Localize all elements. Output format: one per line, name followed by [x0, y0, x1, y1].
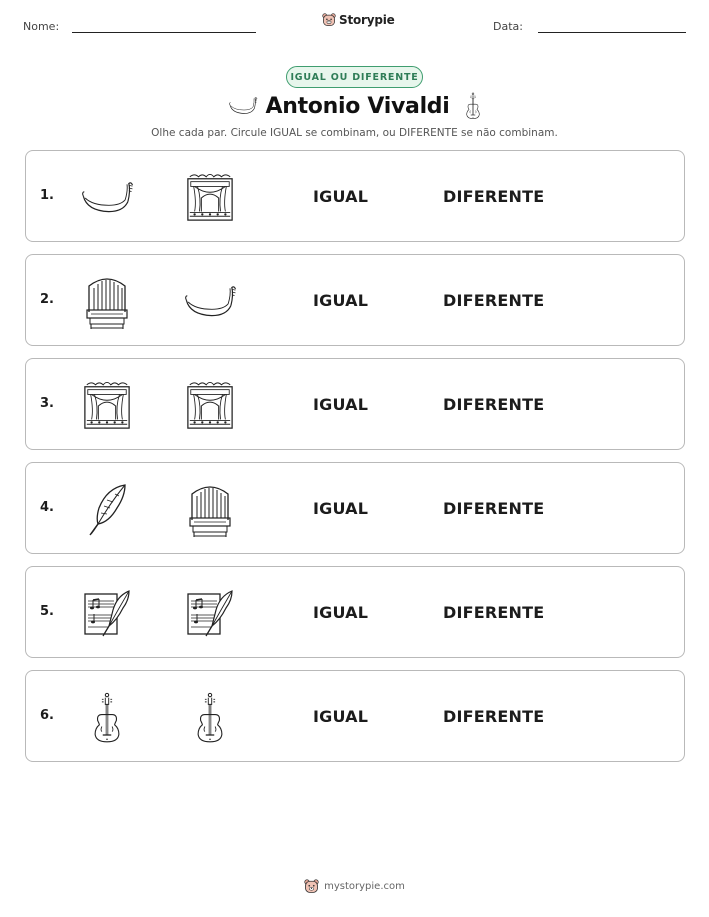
option-diferente[interactable]: DIFERENTE [443, 603, 545, 622]
name-field-line[interactable] [72, 32, 256, 33]
violin-icon [464, 90, 482, 122]
gondola-icon [79, 172, 135, 224]
question-row-2 [25, 254, 685, 346]
question-row-5 [25, 566, 685, 658]
worksheet-badge: IGUAL OU DIFERENTE [286, 66, 423, 88]
question-row-3 [25, 358, 685, 450]
footer-site: mystorypie.com [324, 881, 405, 892]
option-igual[interactable]: IGUAL [313, 603, 369, 622]
date-label: Data: [493, 20, 523, 33]
storypie-bear-icon [304, 879, 319, 894]
option-diferente[interactable]: DIFERENTE [443, 707, 545, 726]
gondola-icon [228, 95, 258, 117]
question-number: 3. [40, 396, 54, 411]
page-title: Antonio Vivaldi [265, 93, 450, 119]
violin-icon [182, 692, 238, 744]
pipe-organ-icon [182, 484, 238, 536]
gondola-icon [182, 276, 238, 328]
theater-icon [182, 380, 238, 432]
theater-icon [79, 380, 135, 432]
theater-icon [182, 172, 238, 224]
brand-name: Storypie [339, 13, 395, 27]
date-field-line[interactable] [538, 32, 686, 33]
option-diferente[interactable]: DIFERENTE [443, 291, 545, 310]
option-igual[interactable]: IGUAL [313, 707, 369, 726]
option-igual[interactable]: IGUAL [313, 395, 369, 414]
question-number: 6. [40, 708, 54, 723]
title-row [0, 90, 709, 122]
brand-logo [322, 13, 395, 27]
question-number: 4. [40, 500, 54, 515]
pipe-organ-icon [79, 276, 135, 328]
footer [0, 879, 709, 894]
option-diferente[interactable]: DIFERENTE [443, 187, 545, 206]
violin-icon [79, 692, 135, 744]
question-row-4 [25, 462, 685, 554]
question-number: 1. [40, 188, 54, 203]
sheet-music-icon [182, 588, 238, 640]
question-row-6 [25, 670, 685, 762]
name-label: Nome: [23, 20, 60, 33]
question-number: 2. [40, 292, 54, 307]
option-diferente[interactable]: DIFERENTE [443, 395, 545, 414]
instructions: Olhe cada par. Circule IGUAL se combinam, ou DIFERENTE se não combinam. [151, 127, 558, 139]
sheet-music-icon [79, 588, 135, 640]
option-igual[interactable]: IGUAL [313, 187, 369, 206]
option-igual[interactable]: IGUAL [313, 291, 369, 310]
question-row-1 [25, 150, 685, 242]
question-number: 5. [40, 604, 54, 619]
quill-icon [79, 484, 135, 536]
storypie-bear-icon [322, 13, 336, 27]
option-diferente[interactable]: DIFERENTE [443, 499, 545, 518]
option-igual[interactable]: IGUAL [313, 499, 369, 518]
